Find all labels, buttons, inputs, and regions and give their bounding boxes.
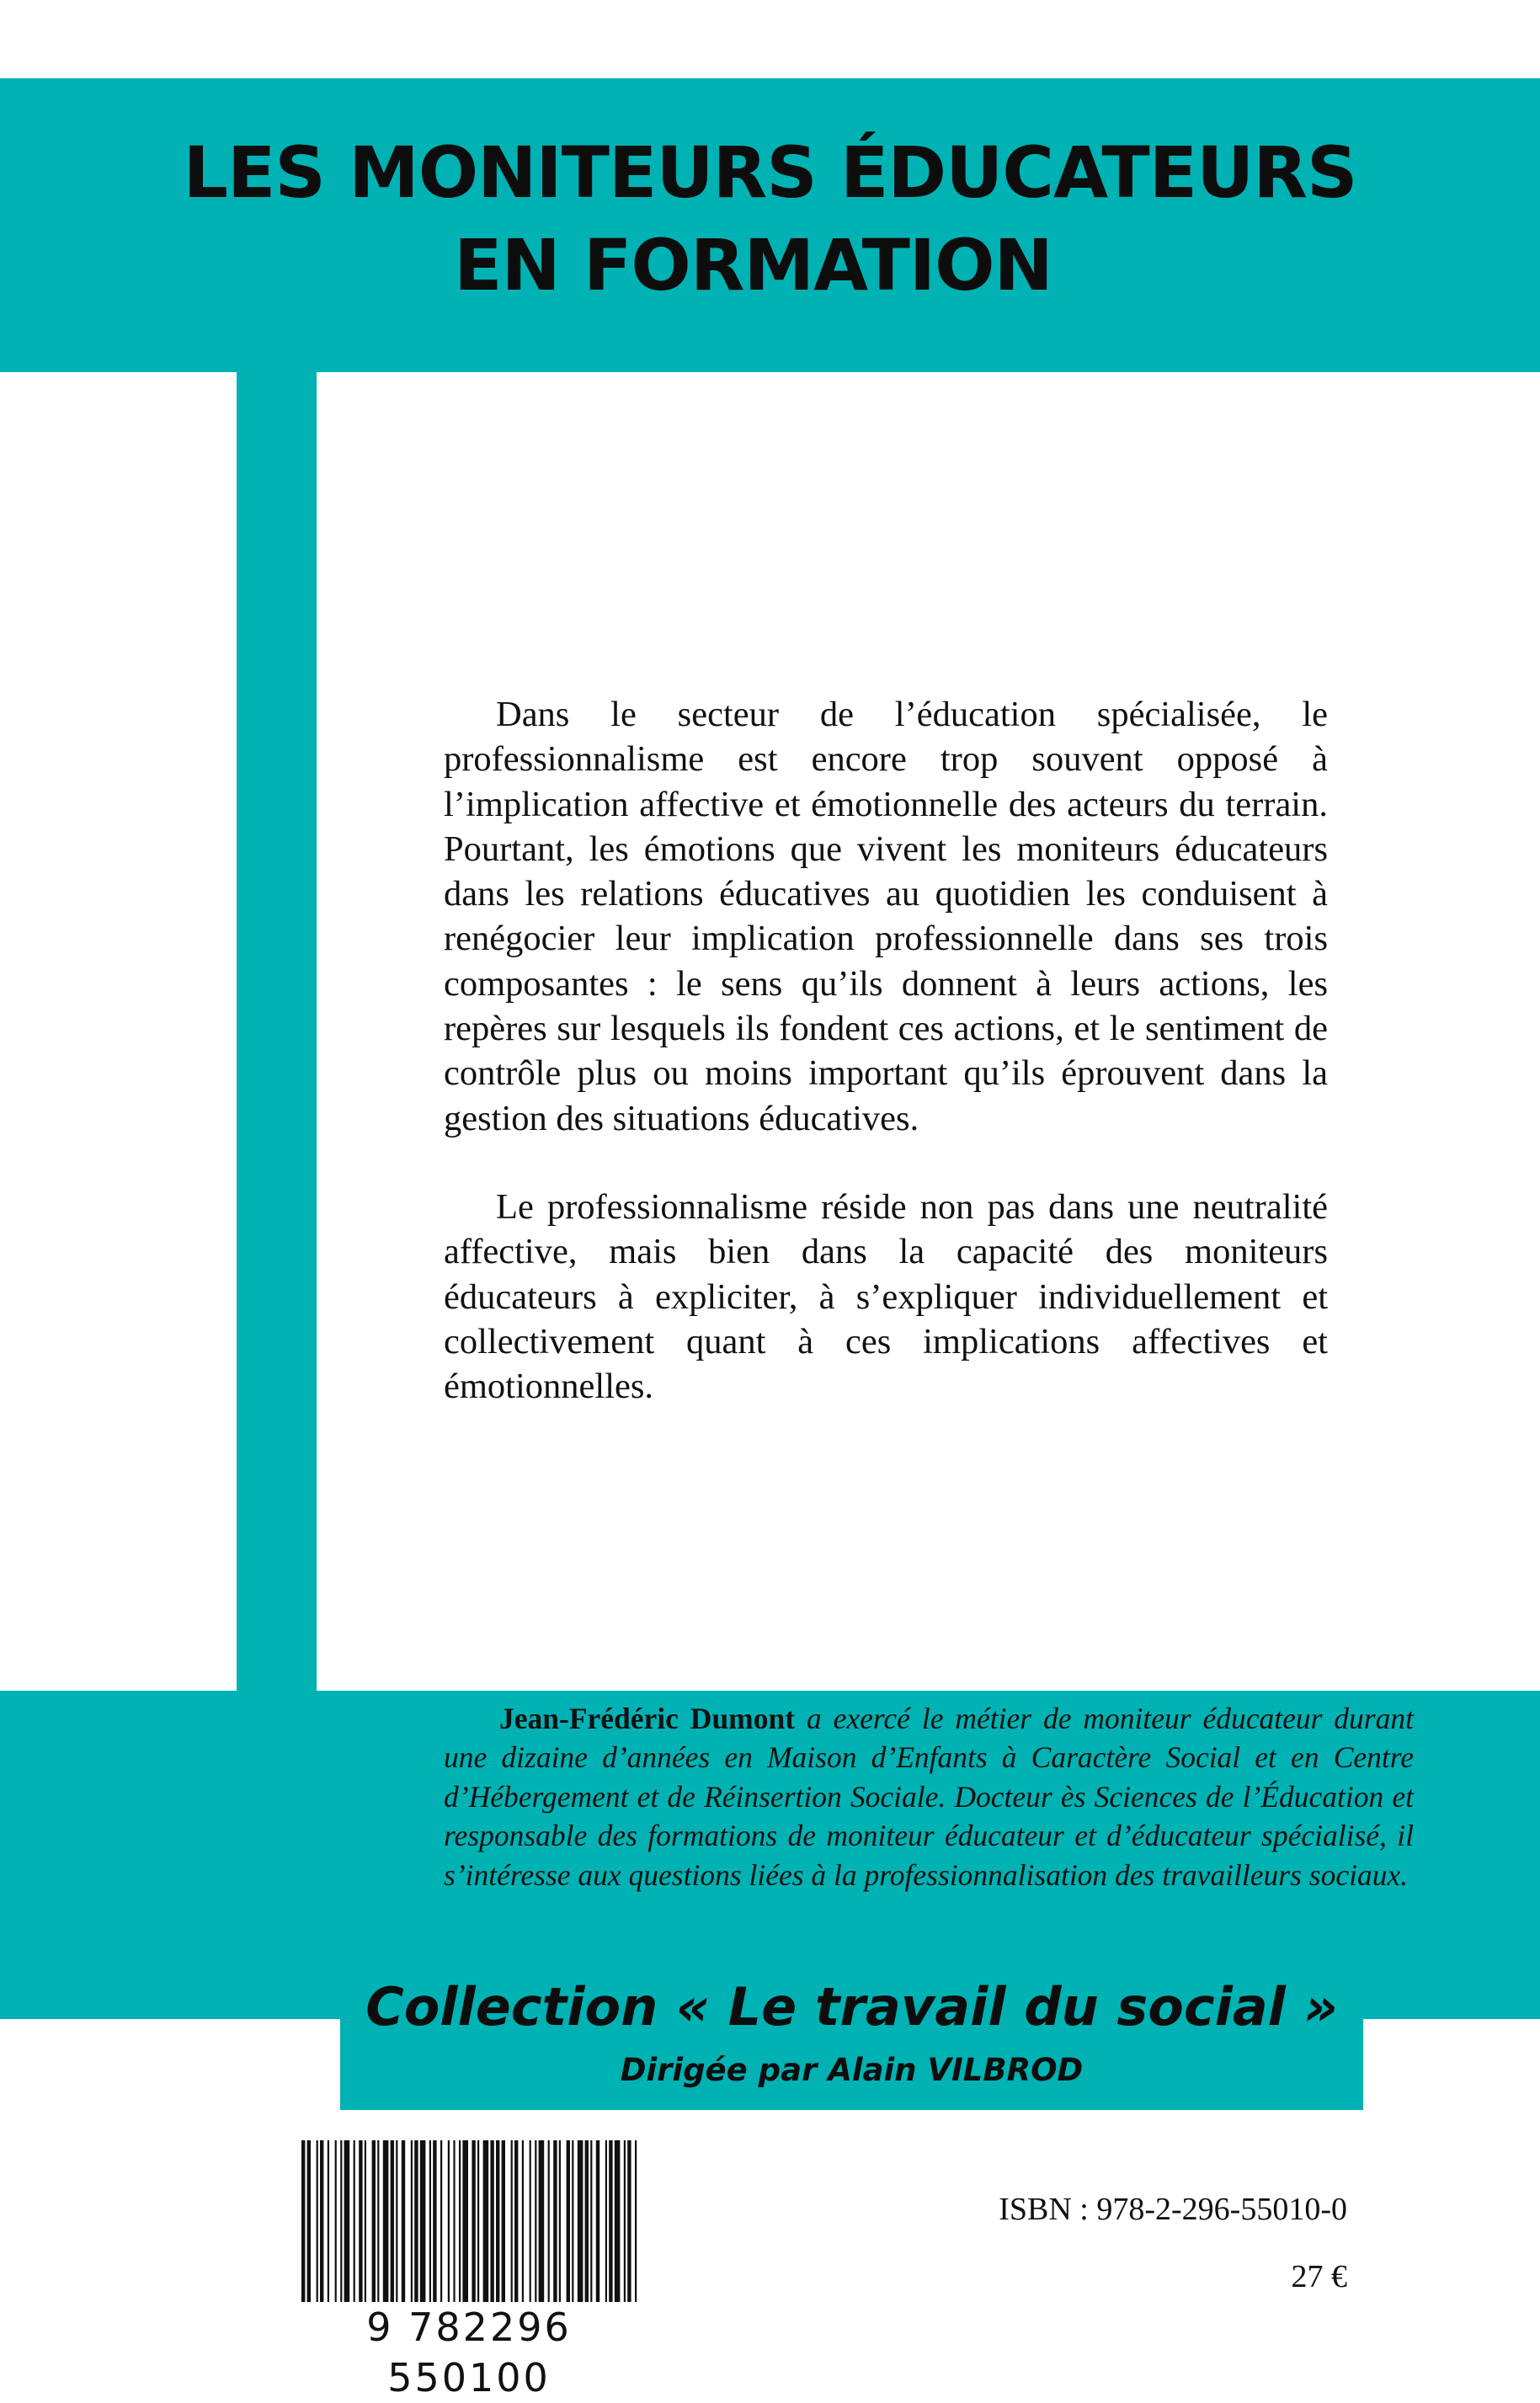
collection-director: Dirigée par Alain VILBROD	[620, 2052, 1084, 2088]
blurb-paragraph-2: Le professionnalisme réside non pas dans une neutralité affective, mais bien dans la capacité des moniteurs éducateurs à expliciter, à s’expliquer individuellement et collectivement quant à ces implications affectives et émotionnelles.	[444, 1186, 1328, 1407]
blurb-paragraph-1: Dans le secteur de l’éducation spécialisée, le professionnalisme est encore trop souvent opposé à l’implication affective et émotionnelle des acteurs du terrain. Pourtant, les émotions que vivent les moniteurs éducateurs dans les relations éducatives au quotidien les conduisent à renégocier leur implication professionnelle dans ses trois composantes : le sens qu’ils donnent à leurs actions, les repères sur lesquels ils fondent ces actions, et le sentiment de contrôle plus ou moins important qu’ils éprouvent dans la gestion des situations éducatives.	[444, 695, 1328, 1138]
collection-title: Collection « Le travail du social »	[365, 1976, 1338, 2038]
isbn: ISBN : 978-2-296-55010-0	[999, 2192, 1347, 2227]
author-bio-text: a exercé le métier de moniteur éducateur durant une dizaine d’années en Maison d’Enfants à Caractère Social et en Centre d’Hébergement et de Réinsertion Sociale. Docteur ès Sciences de l’Éducation et responsable des formations de moniteur éducateur et d’éducateur spécialisé, il s’intéresse aux questions liées à la professionnalisation des travailleurs sociaux.	[444, 1702, 1414, 1892]
side-bar	[237, 372, 317, 1691]
book-title	[0, 126, 1540, 312]
price: 27 €	[1291, 2259, 1347, 2294]
back-cover-blurb	[444, 692, 1328, 1452]
book-title-line-1: LES MONITEURS ÉDUCATEURS	[183, 131, 1357, 214]
book-title-line-2: EN FORMATION	[454, 224, 1052, 306]
author-bio	[444, 1699, 1414, 1894]
barcode-digits: 9 782296 550100	[296, 2302, 642, 2352]
author-name: Jean-Frédéric Dumont	[499, 1702, 796, 1735]
